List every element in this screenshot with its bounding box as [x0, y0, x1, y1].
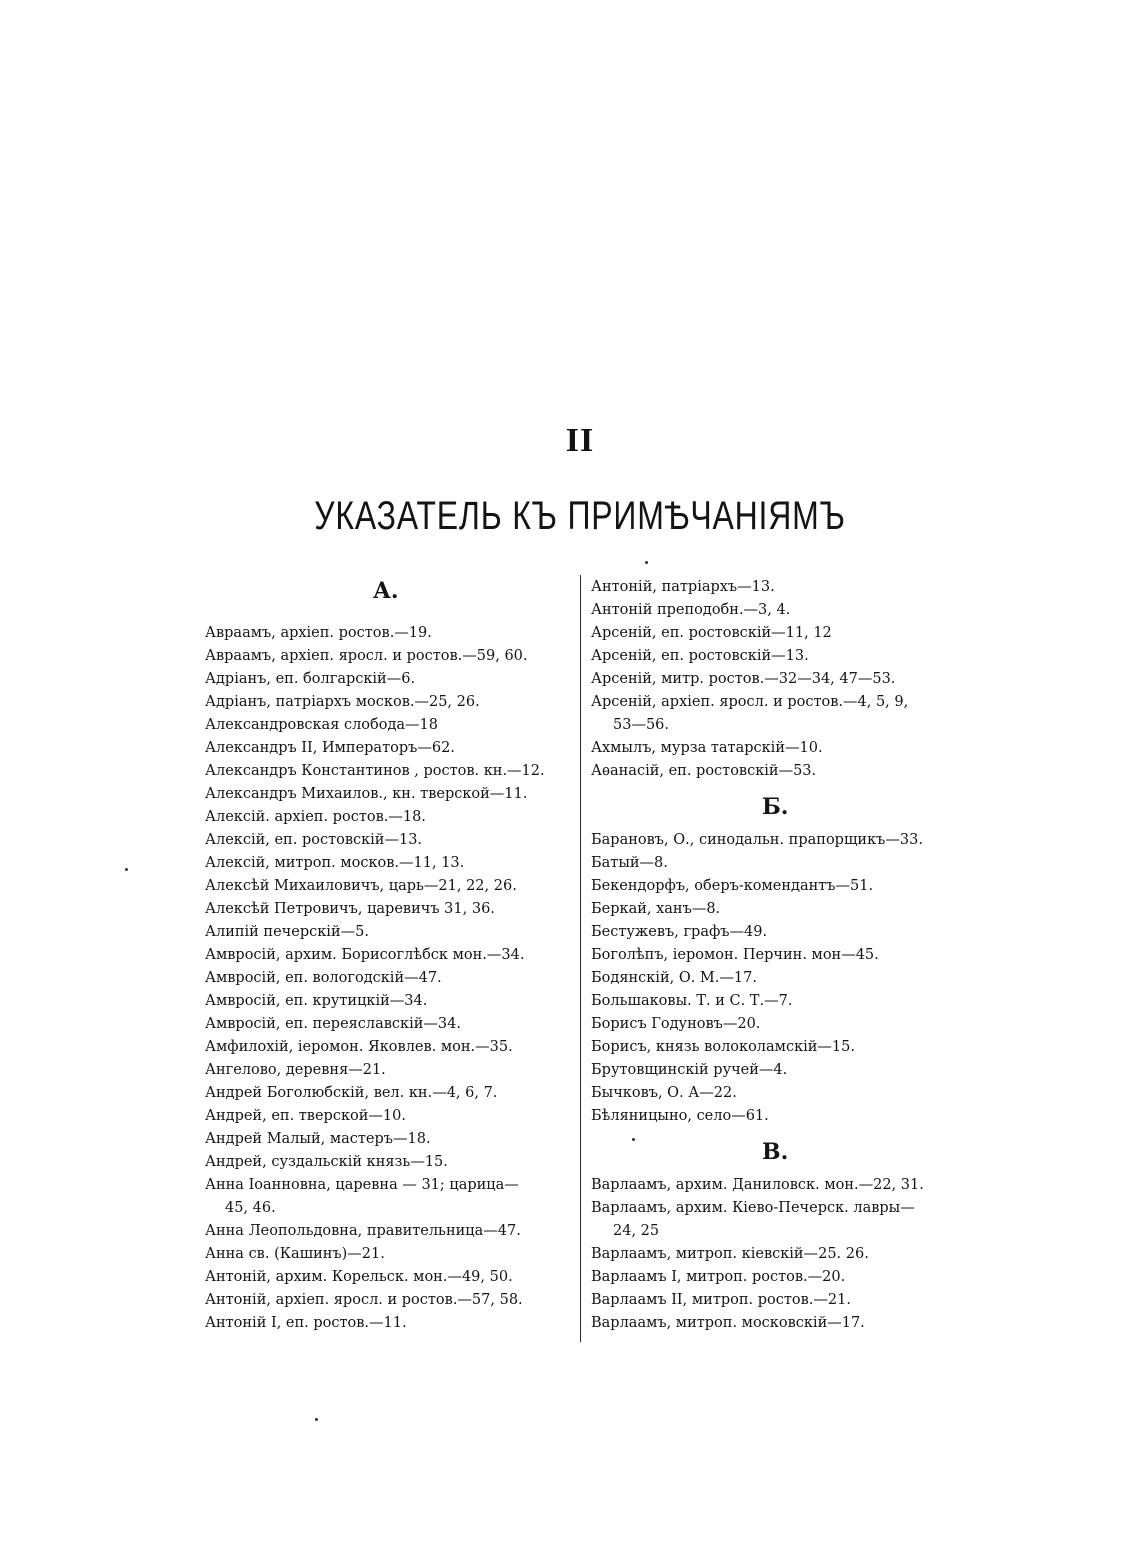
index-entry: Варлаамъ, митроп. московскій—17. — [591, 1315, 865, 1331]
index-entry: Алексій, еп. ростовскій—13. — [205, 832, 423, 848]
index-entry: Алипій печерскій—5. — [205, 924, 369, 940]
index-entry: Варлаамъ, архим. Даниловск. мон.—22, 31. — [591, 1177, 924, 1193]
index-entry: Большаковы. Т. и С. Т.—7. — [591, 993, 793, 1009]
index-entry: Бестужевъ, графъ—49. — [591, 924, 768, 940]
index-entry: Бѣляницыно, село—61. — [591, 1108, 769, 1124]
index-entry: Ангелово, деревня—21. — [205, 1062, 386, 1078]
index-entry: Анна Іоанновна, царевна — 31; царица— — [205, 1177, 519, 1193]
index-entry: Варлаамъ, архим. Кіево-Печерск. лавры— — [591, 1200, 915, 1216]
index-entry: Ахмылъ, мурза татарскій—10. — [591, 740, 823, 756]
index-entry: Андрей Боголюбскій, вел. кн.—4, 6, 7. — [205, 1085, 498, 1101]
index-entry: Амфилохій, іеромон. Яковлев. мон.—35. — [205, 1039, 513, 1055]
index-entry: Беркай, ханъ—8. — [591, 901, 721, 917]
index-entry: Антоній преподобн.—3, 4. — [591, 602, 791, 618]
index-entry: Алексій, митроп. москов.—11, 13. — [205, 855, 465, 871]
print-speck — [315, 1418, 318, 1421]
index-entry-continuation: 45, 46. — [225, 1200, 276, 1216]
index-entry: Авраамъ, архіеп. ростов.—19. — [205, 625, 432, 641]
index-entry: Боголѣпъ, іеромон. Перчин. мон—45. — [591, 947, 879, 963]
section-letter-v: В. — [762, 1139, 789, 1165]
index-entry: Амвросій, еп. вологодскій—47. — [205, 970, 442, 986]
index-entry: Андрей, еп. тверской—10. — [205, 1108, 406, 1124]
section-letter-a: А. — [373, 578, 399, 604]
index-entry: Адріанъ, еп. болгарскій—6. — [205, 671, 416, 687]
index-entry: Амвросій, архим. Борисоглѣбск мон.—34. — [205, 947, 525, 963]
column-divider — [580, 575, 581, 1342]
index-entry: Антоній I, еп. ростов.—11. — [205, 1315, 407, 1331]
print-speck — [645, 561, 648, 564]
index-entry: Александръ II, Императоръ—62. — [205, 740, 455, 756]
section-numeral: II — [565, 422, 595, 459]
index-entry: Батый—8. — [591, 855, 668, 871]
index-entry: Арсеній, еп. ростовскій—13. — [591, 648, 809, 664]
index-entry: Андрей Малый, мастеръ—18. — [205, 1131, 431, 1147]
index-entry: Варлаамъ I, митроп. ростов.—20. — [591, 1269, 846, 1285]
index-entry: Варлаамъ II, митроп. ростов.—21. — [591, 1292, 851, 1308]
index-entry: Варлаамъ, митроп. кіевскій—25. 26. — [591, 1246, 869, 1262]
index-entry: Арсеній, еп. ростовскій—11, 12 — [591, 625, 832, 641]
index-entry-continuation: 24, 25 — [613, 1223, 660, 1239]
index-entry: Анна св. (Кашинъ)—21. — [205, 1246, 385, 1262]
index-entry: Анна Леопольдовна, правительница—47. — [205, 1223, 521, 1239]
index-entry: Борисъ, князь волоколамскій—15. — [591, 1039, 855, 1055]
index-entry: Авраамъ, архіеп. яросл. и ростов.—59, 60. — [205, 648, 528, 664]
index-entry: Антоній, патріархъ—13. — [591, 579, 775, 595]
index-entry: Арсеній, архіеп. яросл. и ростов.—4, 5, 9, — [591, 694, 909, 710]
index-entry: Амвросій, еп. переяславскій—34. — [205, 1016, 461, 1032]
index-entry: Аѳанасій, еп. ростовскій—53. — [591, 763, 817, 779]
index-entry: Александровская слобода—18 — [205, 717, 438, 733]
index-entry: Александръ Константинов , ростов. кн.—12. — [205, 763, 545, 779]
index-entry: Антоній, архим. Корельск. мон.—49, 50. — [205, 1269, 513, 1285]
page-title: УКАЗАТЕЛЬ КЪ ПРИМѢЧАНІЯМЪ — [314, 494, 846, 538]
index-entry: Алексій. архіеп. ростов.—18. — [205, 809, 426, 825]
index-entry: Андрей, суздальскій князь—15. — [205, 1154, 448, 1170]
index-entry: Брутовщинскій ручей—4. — [591, 1062, 788, 1078]
index-entry: Борисъ Годуновъ—20. — [591, 1016, 761, 1032]
index-entry: Антоній, архіеп. яросл. и ростов.—57, 58. — [205, 1292, 523, 1308]
index-entry-continuation: 53—56. — [613, 717, 670, 733]
index-entry: Арсеній, митр. ростов.—32—34, 47—53. — [591, 671, 896, 687]
index-entry: Адріанъ, патріархъ москов.—25, 26. — [205, 694, 480, 710]
index-entry: Александръ Михаилов., кн. тверской—11. — [205, 786, 528, 802]
print-speck — [632, 1138, 635, 1141]
print-speck — [125, 868, 128, 871]
index-entry: Бекендорфъ, оберъ-комендантъ—51. — [591, 878, 874, 894]
index-entry: Алексѣй Михаиловичъ, царь—21, 22, 26. — [205, 878, 517, 894]
index-entry: Амвросій, еп. крутицкій—34. — [205, 993, 428, 1009]
index-entry: Барановъ, О., синодальн. прапорщикъ—33. — [591, 832, 923, 848]
index-entry: Бодянскій, О. М.—17. — [591, 970, 757, 986]
index-entry: Бычковъ, О. А—22. — [591, 1085, 737, 1101]
section-letter-b: Б. — [762, 794, 789, 820]
index-entry: Алексѣй Петровичъ, царевичъ 31, 36. — [205, 901, 495, 917]
